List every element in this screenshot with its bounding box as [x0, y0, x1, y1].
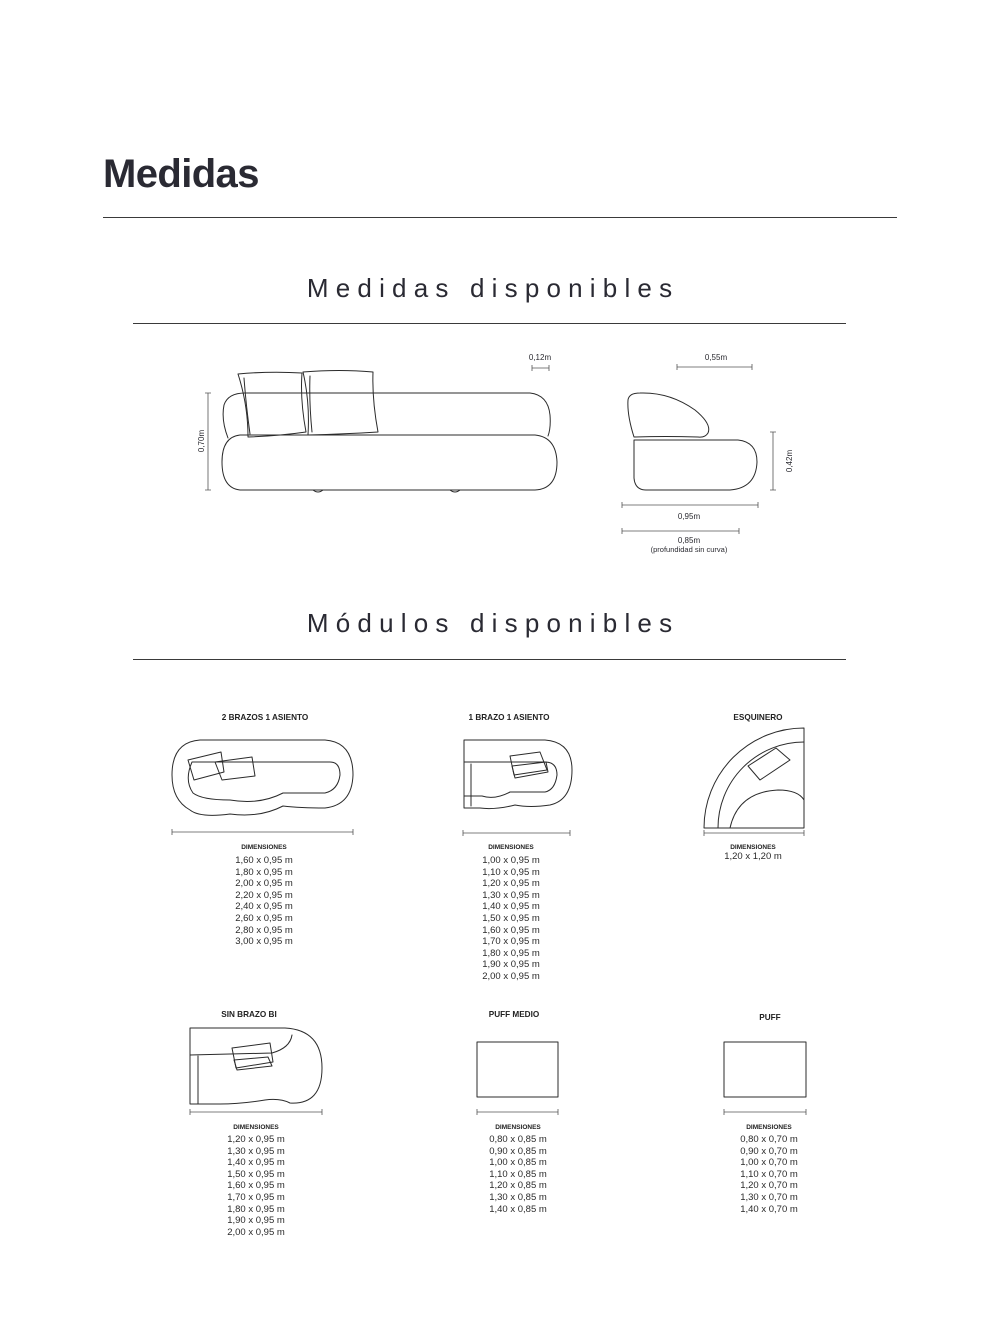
- dimension-item: 2,80 x 0,95 m: [235, 924, 293, 936]
- page-title: Medidas: [103, 152, 259, 196]
- sofa-pillow-left-seam: [244, 378, 250, 434]
- module-outline: [172, 740, 353, 815]
- module-puff-medio-drawing: [477, 1042, 558, 1115]
- sofa-pillow-left: [238, 372, 306, 437]
- backrest-depth-label: 0,55m: [704, 353, 728, 362]
- module-title-esquinero: ESQUINERO: [733, 713, 783, 722]
- module-outline: [190, 1028, 322, 1104]
- dimension-item: 1,50 x 0,95 m: [482, 912, 540, 924]
- dimensions-list: [418, 1134, 618, 1215]
- dimension-item: 1,60 x 0,95 m: [227, 1180, 285, 1192]
- module-sin-brazo-bi-drawing: [190, 1028, 322, 1115]
- seat-height-label: 0,42m: [785, 449, 794, 473]
- module-outline: [724, 1042, 806, 1097]
- dimension-item: 2,20 x 0,95 m: [235, 889, 293, 901]
- dimension-item: 1,20 x 0,70 m: [740, 1180, 798, 1192]
- dimension-item: 2,40 x 0,95 m: [235, 901, 293, 913]
- dimensions-label: DIMENSIONES: [241, 844, 287, 851]
- module-seat-front: [730, 790, 804, 828]
- dimension-item: 0,90 x 0,70 m: [740, 1145, 798, 1157]
- seat-height-dimension-line: [770, 432, 776, 490]
- module-seat-outline: [188, 762, 340, 801]
- dimension-item: 1,20 x 1,20 m: [724, 851, 782, 862]
- module-width-line: [724, 1109, 806, 1115]
- dimension-item: 1,60 x 0,95 m: [235, 855, 293, 866]
- dimension-item: 1,20 x 0,85 m: [489, 1180, 547, 1192]
- dimension-item: 1,90 x 0,95 m: [227, 1215, 285, 1227]
- dimension-item: 1,40 x 0,70 m: [740, 1203, 798, 1215]
- dimensions-list: [669, 1134, 869, 1215]
- dimension-item: 1,90 x 0,95 m: [482, 959, 540, 971]
- dimensions-label: DIMENSIONES: [488, 844, 534, 851]
- dimensions-label: DIMENSIONES: [730, 844, 776, 851]
- depth-dimension-line: [622, 502, 758, 508]
- dimension-item: 2,00 x 0,95 m: [235, 878, 293, 890]
- dimension-item: 1,80 x 0,95 m: [235, 866, 293, 878]
- dimension-item: 1,40 x 0,95 m: [227, 1157, 285, 1169]
- section-heading-modulos-disponibles: Módulos disponibles: [306, 608, 680, 638]
- module-inner-back: [718, 742, 804, 828]
- module-esquinero-drawing: [704, 728, 804, 836]
- dimension-item: 1,40 x 0,95 m: [482, 901, 540, 913]
- dimension-item: 1,70 x 0,95 m: [227, 1191, 285, 1203]
- sofa-pillow-right-seam: [310, 376, 312, 432]
- depth-label: 0,95m: [677, 512, 701, 521]
- module-pillow: [512, 762, 548, 778]
- dimensions-label: DIMENSIONES: [746, 1124, 792, 1131]
- dimension-item: 1,00 x 0,70 m: [740, 1157, 798, 1169]
- dimension-item: 1,30 x 0,85 m: [489, 1191, 547, 1203]
- dimension-item: 2,00 x 0,95 m: [227, 1226, 285, 1238]
- side-seat: [634, 440, 757, 490]
- dimension-item: 2,60 x 0,95 m: [235, 912, 293, 924]
- module-width-line: [477, 1109, 558, 1115]
- depth-no-curve-note: (profundidad sin curva): [650, 545, 728, 554]
- dimension-item: 0,90 x 0,85 m: [489, 1145, 547, 1157]
- sofa-backrest: [223, 393, 550, 438]
- module-title-sin-brazo-bi: SIN BRAZO BI: [221, 1010, 277, 1019]
- sofa-pillow-right: [303, 371, 378, 436]
- dimension-item: 1,10 x 0,70 m: [740, 1168, 798, 1180]
- module-1-brazo-drawing: [463, 740, 572, 836]
- module-outline: [477, 1042, 558, 1097]
- module-pillow: [232, 1043, 273, 1068]
- dimensions-label: DIMENSIONES: [233, 1124, 279, 1131]
- dimension-item: 0,80 x 0,70 m: [740, 1134, 798, 1145]
- backrest-depth-dimension-line: [677, 364, 752, 370]
- sofa-seat: [222, 435, 557, 490]
- dimension-item: 1,00 x 0,85 m: [489, 1157, 547, 1169]
- height-dimension-label: 0,70m: [197, 429, 206, 453]
- dimension-item: 1,30 x 0,95 m: [482, 889, 540, 901]
- depth-no-curve-label: 0,85m: [677, 536, 701, 545]
- module-pillow: [188, 752, 224, 780]
- dimensions-list: [653, 851, 853, 863]
- module-title-puff-medio: PUFF MEDIO: [488, 1010, 540, 1019]
- dimensions-list: [164, 855, 364, 948]
- dimension-item: 1,10 x 0,95 m: [482, 866, 540, 878]
- dimension-item: 1,80 x 0,95 m: [227, 1203, 285, 1215]
- sofa-side-view-drawing: [622, 353, 794, 554]
- dimension-item: 2,00 x 0,95 m: [482, 970, 540, 982]
- module-seat-outline: [464, 762, 557, 797]
- dimensions-list: [156, 1134, 356, 1238]
- module-2-brazos-drawing: [172, 740, 353, 835]
- section-heading-medidas-disponibles: Medidas disponibles: [306, 273, 680, 303]
- module-title-1-brazo-1-asiento: 1 BRAZO 1 ASIENTO: [468, 713, 550, 722]
- dimension-item: 1,10 x 0,85 m: [489, 1168, 547, 1180]
- module-width-line: [172, 829, 353, 835]
- side-backrest: [628, 393, 709, 437]
- module-pillow: [748, 748, 790, 780]
- dimension-item: 1,40 x 0,85 m: [489, 1203, 547, 1215]
- module-title-puff: PUFF: [759, 1013, 781, 1022]
- module-title-2-brazos-1-asiento: 2 BRAZOS 1 ASIENTO: [221, 713, 309, 722]
- module-puff-drawing: [724, 1042, 806, 1115]
- dimension-item: 1,80 x 0,95 m: [482, 947, 540, 959]
- dimension-item: 3,00 x 0,95 m: [235, 936, 293, 948]
- dimension-item: 1,60 x 0,95 m: [482, 924, 540, 936]
- dimension-item: 1,30 x 0,70 m: [740, 1191, 798, 1203]
- dimensions-list: [411, 855, 611, 983]
- dimension-item: 1,70 x 0,95 m: [482, 936, 540, 948]
- dimension-item: 1,30 x 0,95 m: [227, 1145, 285, 1157]
- dimension-item: 1,50 x 0,95 m: [227, 1168, 285, 1180]
- module-pillow: [510, 752, 547, 775]
- module-width-line: [190, 1109, 322, 1115]
- depth-no-curve-dimension-line: [622, 528, 739, 534]
- dimensions-label: DIMENSIONES: [495, 1124, 541, 1131]
- cushion-depth-label: 0,12m: [528, 353, 552, 362]
- cushion-depth-dimension-line: [532, 365, 549, 371]
- module-width-line: [463, 830, 570, 836]
- module-width-line: [704, 830, 804, 836]
- dimension-item: 0,80 x 0,85 m: [489, 1134, 547, 1145]
- dimension-item: 1,00 x 0,95 m: [482, 855, 540, 866]
- dimension-item: 1,20 x 0,95 m: [482, 878, 540, 890]
- sofa-front-view-drawing: [197, 353, 557, 492]
- dimension-item: 1,20 x 0,95 m: [227, 1134, 285, 1145]
- module-back-line: [190, 1035, 292, 1055]
- module-pillow: [215, 757, 255, 780]
